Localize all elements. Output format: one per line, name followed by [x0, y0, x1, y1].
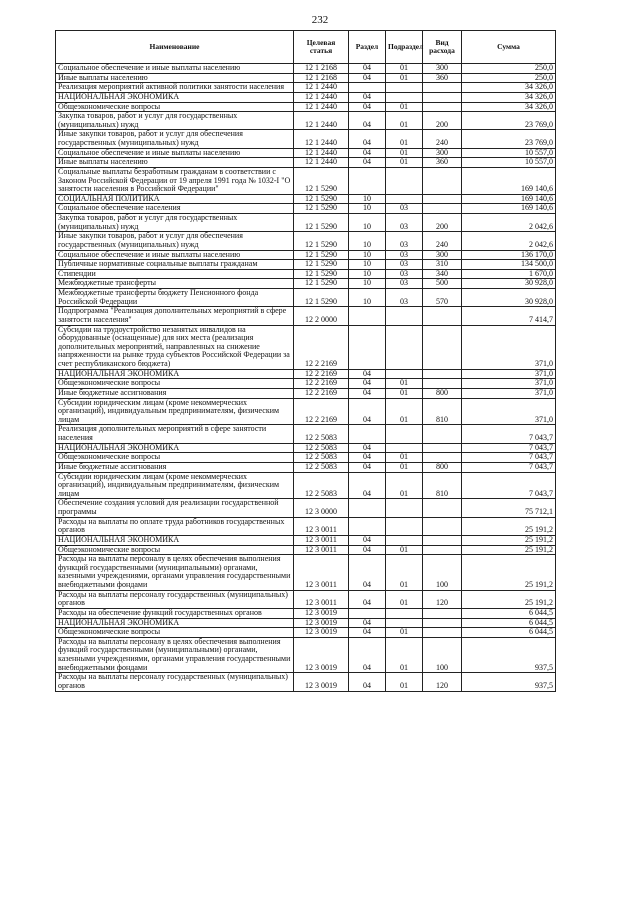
row-target-article: 12 2 5083 — [294, 462, 349, 472]
row-sum: 30 928,0 — [462, 289, 556, 307]
row-sum: 371,0 — [462, 388, 556, 398]
row-subsection: 01 — [386, 158, 423, 168]
row-section: 04 — [349, 535, 386, 545]
row-subsection: 01 — [386, 388, 423, 398]
row-section: 10 — [349, 269, 386, 279]
row-expense-type — [423, 618, 462, 628]
row-sum: 7 043,7 — [462, 462, 556, 472]
row-sum: 371,0 — [462, 379, 556, 389]
row-target-article: 12 1 5290 — [294, 167, 349, 194]
row-section — [349, 167, 386, 194]
row-target-article: 12 3 0019 — [294, 618, 349, 628]
column-header-subsection: Подраздел — [386, 31, 423, 64]
row-name: Иные выплаты населению — [56, 73, 294, 83]
row-sum: 136 170,0 — [462, 250, 556, 260]
row-section: 04 — [349, 112, 386, 130]
row-expense-type: 810 — [423, 398, 462, 425]
row-expense-type: 310 — [423, 260, 462, 270]
row-subsection: 03 — [386, 279, 423, 289]
row-target-article: 12 1 5290 — [294, 204, 349, 214]
table-row — [56, 130, 556, 148]
row-section: 10 — [349, 204, 386, 214]
row-sum: 169 140,6 — [462, 194, 556, 204]
row-section: 10 — [349, 232, 386, 250]
row-name: Социальное обеспечение и иные выплаты населению — [56, 64, 294, 74]
row-section: 04 — [349, 92, 386, 102]
row-subsection: 01 — [386, 545, 423, 555]
row-sum: 7 043,7 — [462, 425, 556, 443]
table-row — [56, 64, 556, 74]
row-section: 04 — [349, 453, 386, 463]
row-name: Закупка товаров, работ и услуг для государственных (муниципальных) нужд — [56, 112, 294, 130]
row-expense-type: 100 — [423, 637, 462, 673]
row-target-article: 12 2 2169 — [294, 369, 349, 379]
row-expense-type — [423, 517, 462, 535]
row-subsection: 01 — [386, 112, 423, 130]
row-name: НАЦИОНАЛЬНАЯ ЭКОНОМИКА — [56, 535, 294, 545]
row-subsection: 01 — [386, 73, 423, 83]
table-row — [56, 232, 556, 250]
row-name: Реализация дополнительных мероприятий в сфере занятости населения — [56, 425, 294, 443]
row-sum: 7 043,7 — [462, 472, 556, 499]
row-section: 04 — [349, 102, 386, 112]
row-target-article: 12 3 0019 — [294, 673, 349, 691]
column-header-name: Наименование — [56, 31, 294, 64]
row-name: Иные закупки товаров, работ и услуг для обеспечения государственных (муниципальных) нужд — [56, 232, 294, 250]
row-expense-type: 200 — [423, 214, 462, 232]
row-name: Общеэкономические вопросы — [56, 545, 294, 555]
row-target-article: 12 1 2440 — [294, 148, 349, 158]
row-subsection — [386, 499, 423, 517]
table-row — [56, 379, 556, 389]
row-name: Расходы на обеспечение функций государственных органов — [56, 608, 294, 618]
row-target-article: 12 1 2168 — [294, 73, 349, 83]
row-sum: 250,0 — [462, 73, 556, 83]
table-row — [56, 425, 556, 443]
row-name: Социальное обеспечение и иные выплаты населению — [56, 250, 294, 260]
row-name: Иные бюджетные ассигнования — [56, 462, 294, 472]
row-expense-type — [423, 92, 462, 102]
budget-table — [55, 30, 556, 692]
row-section: 04 — [349, 130, 386, 148]
row-sum: 25 191,2 — [462, 535, 556, 545]
row-subsection: 01 — [386, 472, 423, 499]
row-name: НАЦИОНАЛЬНАЯ ЭКОНОМИКА — [56, 369, 294, 379]
table-row — [56, 472, 556, 499]
row-subsection — [386, 535, 423, 545]
table-row — [56, 112, 556, 130]
table-row — [56, 499, 556, 517]
table-row — [56, 462, 556, 472]
row-section: 10 — [349, 260, 386, 270]
row-expense-type — [423, 194, 462, 204]
row-subsection — [386, 167, 423, 194]
table-row — [56, 608, 556, 618]
row-sum: 2 042,6 — [462, 232, 556, 250]
row-name: Субсидии юридическим лицам (кроме некоммерческих организаций), индивидуальным предпринимателям, физическим лицам — [56, 472, 294, 499]
table-row — [56, 673, 556, 691]
row-expense-type: 360 — [423, 73, 462, 83]
row-name: Расходы на выплаты по оплате труда работников государственных органов — [56, 517, 294, 535]
row-target-article: 12 1 2440 — [294, 102, 349, 112]
row-subsection: 01 — [386, 148, 423, 158]
row-subsection — [386, 517, 423, 535]
table-row — [56, 289, 556, 307]
row-sum: 23 769,0 — [462, 112, 556, 130]
table-row — [56, 83, 556, 93]
row-section — [349, 425, 386, 443]
row-section: 04 — [349, 673, 386, 691]
row-name: Публичные нормативные социальные выплаты гражданам — [56, 260, 294, 270]
table-row — [56, 453, 556, 463]
row-target-article: 12 3 0011 — [294, 535, 349, 545]
row-sum: 6 044,5 — [462, 608, 556, 618]
row-target-article: 12 3 0019 — [294, 608, 349, 618]
row-section — [349, 499, 386, 517]
row-subsection: 03 — [386, 214, 423, 232]
row-subsection: 01 — [386, 379, 423, 389]
row-expense-type — [423, 325, 462, 369]
row-section — [349, 83, 386, 93]
table-row — [56, 167, 556, 194]
row-section: 04 — [349, 369, 386, 379]
row-sum: 34 326,0 — [462, 83, 556, 93]
row-section — [349, 325, 386, 369]
row-section — [349, 307, 386, 325]
row-sum: 371,0 — [462, 325, 556, 369]
row-section: 10 — [349, 194, 386, 204]
column-header-target-article: Целевая статья — [294, 31, 349, 64]
row-expense-type — [423, 628, 462, 638]
row-subsection: 01 — [386, 64, 423, 74]
row-expense-type: 570 — [423, 289, 462, 307]
row-target-article: 12 3 0011 — [294, 545, 349, 555]
row-name: Закупка товаров, работ и услуг для государственных (муниципальных) нужд — [56, 214, 294, 232]
row-expense-type: 810 — [423, 472, 462, 499]
column-header-expense-type: Вид расхода — [423, 31, 462, 64]
row-subsection: 01 — [386, 673, 423, 691]
row-sum: 10 557,0 — [462, 148, 556, 158]
column-header-section: Раздел — [349, 31, 386, 64]
row-section: 04 — [349, 590, 386, 608]
row-expense-type — [423, 443, 462, 453]
row-expense-type — [423, 499, 462, 517]
row-subsection — [386, 325, 423, 369]
row-subsection: 01 — [386, 637, 423, 673]
row-name: Межбюджетные трансферты бюджету Пенсионного фонда Российской Федерации — [56, 289, 294, 307]
row-expense-type: 500 — [423, 279, 462, 289]
row-subsection — [386, 425, 423, 443]
table-row — [56, 214, 556, 232]
row-sum: 169 140,6 — [462, 167, 556, 194]
row-subsection: 01 — [386, 555, 423, 591]
row-section: 10 — [349, 214, 386, 232]
row-expense-type: 200 — [423, 112, 462, 130]
row-target-article: 12 3 0011 — [294, 555, 349, 591]
row-expense-type — [423, 83, 462, 93]
row-section: 04 — [349, 148, 386, 158]
row-name: Общеэкономические вопросы — [56, 102, 294, 112]
row-subsection: 01 — [386, 453, 423, 463]
row-subsection: 01 — [386, 628, 423, 638]
row-target-article: 12 1 5290 — [294, 232, 349, 250]
row-sum: 30 928,0 — [462, 279, 556, 289]
row-sum: 134 500,0 — [462, 260, 556, 270]
row-expense-type — [423, 608, 462, 618]
row-expense-type: 300 — [423, 64, 462, 74]
row-target-article: 12 1 2168 — [294, 64, 349, 74]
row-name: Субсидии юридическим лицам (кроме некоммерческих организаций), индивидуальным предпринимателям, физическим лицам — [56, 398, 294, 425]
row-sum: 7 043,7 — [462, 453, 556, 463]
row-expense-type: 120 — [423, 673, 462, 691]
row-target-article: 12 1 5290 — [294, 279, 349, 289]
row-expense-type — [423, 535, 462, 545]
row-sum: 25 191,2 — [462, 590, 556, 608]
row-expense-type — [423, 379, 462, 389]
row-sum: 371,0 — [462, 369, 556, 379]
row-subsection — [386, 83, 423, 93]
row-target-article: 12 2 2169 — [294, 398, 349, 425]
row-expense-type — [423, 453, 462, 463]
row-sum: 6 044,5 — [462, 628, 556, 638]
row-sum: 75 712,1 — [462, 499, 556, 517]
column-header-sum: Сумма — [462, 31, 556, 64]
row-subsection: 03 — [386, 269, 423, 279]
row-subsection — [386, 92, 423, 102]
row-expense-type: 240 — [423, 130, 462, 148]
row-target-article: 12 2 5083 — [294, 472, 349, 499]
row-subsection: 01 — [386, 398, 423, 425]
row-section: 04 — [349, 398, 386, 425]
row-subsection: 03 — [386, 260, 423, 270]
row-sum: 7 043,7 — [462, 443, 556, 453]
row-name: НАЦИОНАЛЬНАЯ ЭКОНОМИКА — [56, 92, 294, 102]
row-target-article: 12 3 0011 — [294, 517, 349, 535]
row-target-article: 12 2 5083 — [294, 453, 349, 463]
row-name: Иные бюджетные ассигнования — [56, 388, 294, 398]
row-name: Обеспечение создания условий для реализации государственной программы — [56, 499, 294, 517]
row-subsection — [386, 307, 423, 325]
row-name: Иные закупки товаров, работ и услуг для обеспечения государственных (муниципальных) нужд — [56, 130, 294, 148]
row-expense-type: 100 — [423, 555, 462, 591]
row-target-article: 12 2 2169 — [294, 379, 349, 389]
row-section: 04 — [349, 379, 386, 389]
table-row — [56, 398, 556, 425]
row-name: Общеэкономические вопросы — [56, 453, 294, 463]
row-subsection: 01 — [386, 130, 423, 148]
row-subsection: 03 — [386, 250, 423, 260]
row-section: 04 — [349, 545, 386, 555]
row-expense-type: 300 — [423, 250, 462, 260]
row-name: Межбюджетные трансферты — [56, 279, 294, 289]
row-sum: 169 140,6 — [462, 204, 556, 214]
row-expense-type: 120 — [423, 590, 462, 608]
page-number: 232 — [311, 14, 329, 26]
row-subsection: 01 — [386, 462, 423, 472]
row-name: Иные выплаты населению — [56, 158, 294, 168]
row-expense-type: 300 — [423, 148, 462, 158]
row-name: Расходы на выплаты персоналу в целях обеспечения выполнения функций государственными (муниципальными) органами, казенными учреждениями, органами управления государственными внебюджетными фондами — [56, 555, 294, 591]
row-target-article: 12 2 0000 — [294, 307, 349, 325]
row-sum: 937,5 — [462, 637, 556, 673]
table-row — [56, 158, 556, 168]
row-subsection: 03 — [386, 204, 423, 214]
row-expense-type — [423, 369, 462, 379]
row-section: 04 — [349, 158, 386, 168]
table-row — [56, 388, 556, 398]
row-name: Общеэкономические вопросы — [56, 379, 294, 389]
row-expense-type — [423, 204, 462, 214]
row-name: Реализация мероприятий активной политики занятости населения — [56, 83, 294, 93]
row-target-article: 12 2 2169 — [294, 388, 349, 398]
row-sum: 371,0 — [462, 398, 556, 425]
row-subsection: 01 — [386, 102, 423, 112]
row-target-article: 12 2 2169 — [294, 325, 349, 369]
row-section: 04 — [349, 555, 386, 591]
row-name: СОЦИАЛЬНАЯ ПОЛИТИКА — [56, 194, 294, 204]
table-row — [56, 260, 556, 270]
row-section: 04 — [349, 73, 386, 83]
row-section: 04 — [349, 637, 386, 673]
row-section: 04 — [349, 472, 386, 499]
row-target-article: 12 1 5290 — [294, 194, 349, 204]
table-row — [56, 92, 556, 102]
table-row — [56, 637, 556, 673]
row-section: 10 — [349, 250, 386, 260]
row-expense-type — [423, 167, 462, 194]
row-target-article: 12 1 2440 — [294, 92, 349, 102]
row-target-article: 12 1 2440 — [294, 130, 349, 148]
row-name: Общеэкономические вопросы — [56, 628, 294, 638]
row-target-article: 12 3 0019 — [294, 628, 349, 638]
row-subsection: 01 — [386, 590, 423, 608]
table-row — [56, 517, 556, 535]
row-sum: 1 670,0 — [462, 269, 556, 279]
row-name: Социальное обеспечение населения — [56, 204, 294, 214]
row-target-article: 12 1 5290 — [294, 260, 349, 270]
row-expense-type: 240 — [423, 232, 462, 250]
row-sum: 2 042,6 — [462, 214, 556, 232]
row-name: Субсидии на трудоустройство незанятых инвалидов на оборудованные (оснащенные) для них места (реализация дополнительных мероприятий, направленных на снижение напряженности на рынке труда субъектов Российской Федерации за счет республиканского бюджета) — [56, 325, 294, 369]
row-section: 04 — [349, 388, 386, 398]
row-sum: 937,5 — [462, 673, 556, 691]
row-name: Расходы на выплаты персоналу государственных (муниципальных) органов — [56, 673, 294, 691]
table-body — [56, 64, 556, 692]
row-expense-type: 360 — [423, 158, 462, 168]
row-section: 04 — [349, 618, 386, 628]
table-row — [56, 628, 556, 638]
row-section: 04 — [349, 64, 386, 74]
table-row — [56, 535, 556, 545]
row-target-article: 12 3 0000 — [294, 499, 349, 517]
row-section: 04 — [349, 628, 386, 638]
table-row — [56, 555, 556, 591]
row-expense-type: 800 — [423, 462, 462, 472]
row-subsection: 03 — [386, 232, 423, 250]
row-target-article: 12 1 5290 — [294, 289, 349, 307]
row-target-article: 12 1 5290 — [294, 214, 349, 232]
row-name: Расходы на выплаты персоналу государственных (муниципальных) органов — [56, 590, 294, 608]
row-expense-type — [423, 102, 462, 112]
row-target-article: 12 1 5290 — [294, 269, 349, 279]
row-target-article: 12 1 5290 — [294, 250, 349, 260]
table-header-row — [56, 31, 556, 64]
row-section — [349, 517, 386, 535]
row-expense-type — [423, 307, 462, 325]
row-target-article: 12 3 0011 — [294, 590, 349, 608]
row-section: 10 — [349, 279, 386, 289]
table-row — [56, 590, 556, 608]
row-section: 04 — [349, 462, 386, 472]
row-subsection: 03 — [386, 289, 423, 307]
table-row — [56, 307, 556, 325]
row-target-article: 12 1 2440 — [294, 158, 349, 168]
row-target-article: 12 2 5083 — [294, 425, 349, 443]
row-name: Социальные выплаты безработным гражданам в соответствии с Законом Российской Федерации от 19 апреля 1991 года № 1032-I "О занятости населения в Российской Федерации" — [56, 167, 294, 194]
row-target-article: 12 2 5083 — [294, 443, 349, 453]
row-name: Стипендии — [56, 269, 294, 279]
row-target-article: 12 3 0019 — [294, 637, 349, 673]
row-expense-type: 340 — [423, 269, 462, 279]
row-sum: 6 044,5 — [462, 618, 556, 628]
table-row — [56, 325, 556, 369]
row-name: Расходы на выплаты персоналу в целях обеспечения выполнения функций государственными (муниципальными) органами, казенными учреждениями, органами управления государственными внебюджетными фондами — [56, 637, 294, 673]
row-name: НАЦИОНАЛЬНАЯ ЭКОНОМИКА — [56, 443, 294, 453]
row-name: НАЦИОНАЛЬНАЯ ЭКОНОМИКА — [56, 618, 294, 628]
row-expense-type: 800 — [423, 388, 462, 398]
row-expense-type — [423, 545, 462, 555]
row-sum: 7 414,7 — [462, 307, 556, 325]
row-sum: 25 191,2 — [462, 517, 556, 535]
row-sum: 25 191,2 — [462, 555, 556, 591]
row-sum: 34 326,0 — [462, 102, 556, 112]
row-sum: 10 557,0 — [462, 158, 556, 168]
row-sum: 25 191,2 — [462, 545, 556, 555]
row-name: Социальное обеспечение и иные выплаты населению — [56, 148, 294, 158]
row-subsection — [386, 608, 423, 618]
row-section: 04 — [349, 443, 386, 453]
row-sum: 34 326,0 — [462, 92, 556, 102]
row-target-article: 12 1 2440 — [294, 83, 349, 93]
row-sum: 23 769,0 — [462, 130, 556, 148]
row-section: 10 — [349, 289, 386, 307]
row-expense-type — [423, 425, 462, 443]
row-sum: 250,0 — [462, 64, 556, 74]
row-name: Подпрограмма "Реализация дополнительных мероприятий в сфере занятости населения" — [56, 307, 294, 325]
row-section — [349, 608, 386, 618]
row-target-article: 12 1 2440 — [294, 112, 349, 130]
